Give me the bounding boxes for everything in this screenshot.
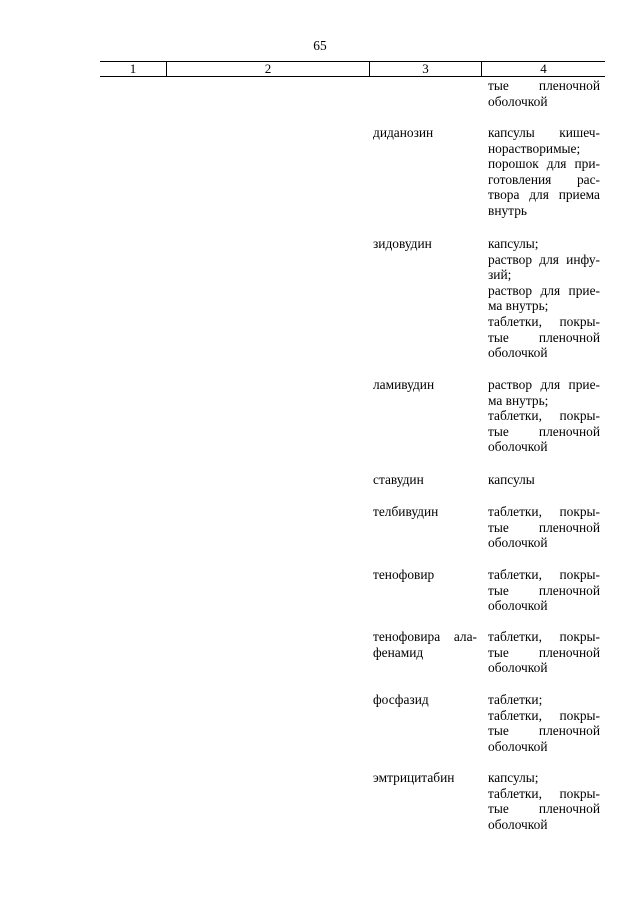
form-line: оболочкой: [488, 93, 548, 109]
form-line: таблетки, покры-: [488, 629, 600, 644]
dosage-forms: [488, 692, 600, 754]
drug-name: [373, 567, 477, 583]
dosage-forms: [488, 377, 600, 455]
drug-name: [373, 472, 477, 488]
header-col-4: 4: [540, 61, 547, 76]
continuation-forms: [488, 78, 600, 109]
form-line: ма внутрь;: [488, 298, 549, 314]
drug-line: зидовудин: [373, 236, 432, 251]
form-line: таблетки;: [488, 692, 543, 707]
form-line: капсулы кишеч-: [488, 125, 600, 140]
dosage-forms: [488, 236, 600, 361]
drug-line: ставудин: [373, 472, 424, 487]
dosage-forms: [488, 567, 600, 614]
form-line: тые пленочной: [488, 723, 600, 739]
form-line: порошок для при-: [488, 156, 600, 172]
form-line: зий;: [488, 267, 512, 283]
drug-line: эмтрицитабин: [373, 770, 455, 785]
drug-line: фосфазид: [373, 692, 429, 707]
form-line: оболочкой: [488, 598, 548, 614]
form-line: оболочкой: [488, 439, 548, 455]
dosage-forms: [488, 629, 600, 676]
header-col-1: 1: [100, 62, 167, 76]
drug-line: фенамид: [373, 644, 424, 660]
form-line: капсулы: [488, 472, 535, 487]
form-line: оболочкой: [488, 345, 548, 361]
form-line: оболочкой: [488, 535, 548, 551]
dosage-forms: [488, 125, 600, 219]
dosage-forms: [488, 770, 600, 832]
drug-name: [373, 692, 477, 708]
form-line: внутрь: [488, 202, 528, 218]
form-line: готовления рас-: [488, 171, 600, 187]
form-line: раствор для прие-: [488, 282, 600, 298]
form-line: оболочкой: [488, 660, 548, 676]
form-line: таблетки, покры-: [488, 408, 600, 424]
form-line: тые пленочной: [488, 423, 600, 439]
form-line: ма внутрь;: [488, 392, 549, 408]
drug-line: тенофовира ала-: [373, 629, 477, 644]
drug-name: [373, 236, 477, 252]
drug-name: [373, 125, 477, 141]
form-line: раствор для инфу-: [488, 251, 600, 267]
form-line: норастворимые;: [488, 140, 581, 156]
dosage-forms: [488, 504, 600, 551]
drug-name: [373, 504, 477, 520]
drug-line: диданозин: [373, 125, 434, 140]
form-line: оболочкой: [488, 738, 548, 754]
form-line: тые пленочной: [488, 519, 600, 535]
form-line: капсулы;: [488, 236, 539, 251]
drug-line: телбивудин: [373, 504, 439, 519]
form-line: таблетки, покры-: [488, 313, 600, 329]
form-line: капсулы;: [488, 770, 539, 785]
drug-name: [373, 377, 477, 393]
form-line: таблетки, покры-: [488, 567, 600, 582]
table-header: [100, 61, 605, 77]
form-line: тые пленочной: [488, 644, 600, 660]
dosage-forms: [488, 472, 600, 488]
form-line: тые пленочной: [488, 582, 600, 598]
form-line: тые пленочной: [488, 329, 600, 345]
form-line: тые пленочной: [488, 801, 600, 817]
drug-name: [373, 629, 477, 660]
form-line: таблетки, покры-: [488, 504, 600, 519]
drug-name: [373, 770, 477, 786]
drug-line: ламивудин: [373, 377, 435, 392]
page-number: 65: [313, 38, 327, 53]
drug-line: тенофовир: [373, 567, 435, 582]
form-line: тые пленочной: [488, 78, 600, 93]
form-line: раствор для прие-: [488, 377, 600, 392]
header-col-3: 3: [370, 62, 482, 76]
form-line: таблетки, покры-: [488, 707, 600, 723]
form-line: таблетки, покры-: [488, 785, 600, 801]
form-line: оболочкой: [488, 816, 548, 832]
form-line: твора для приема: [488, 187, 600, 203]
header-col-2: 2: [167, 62, 370, 76]
